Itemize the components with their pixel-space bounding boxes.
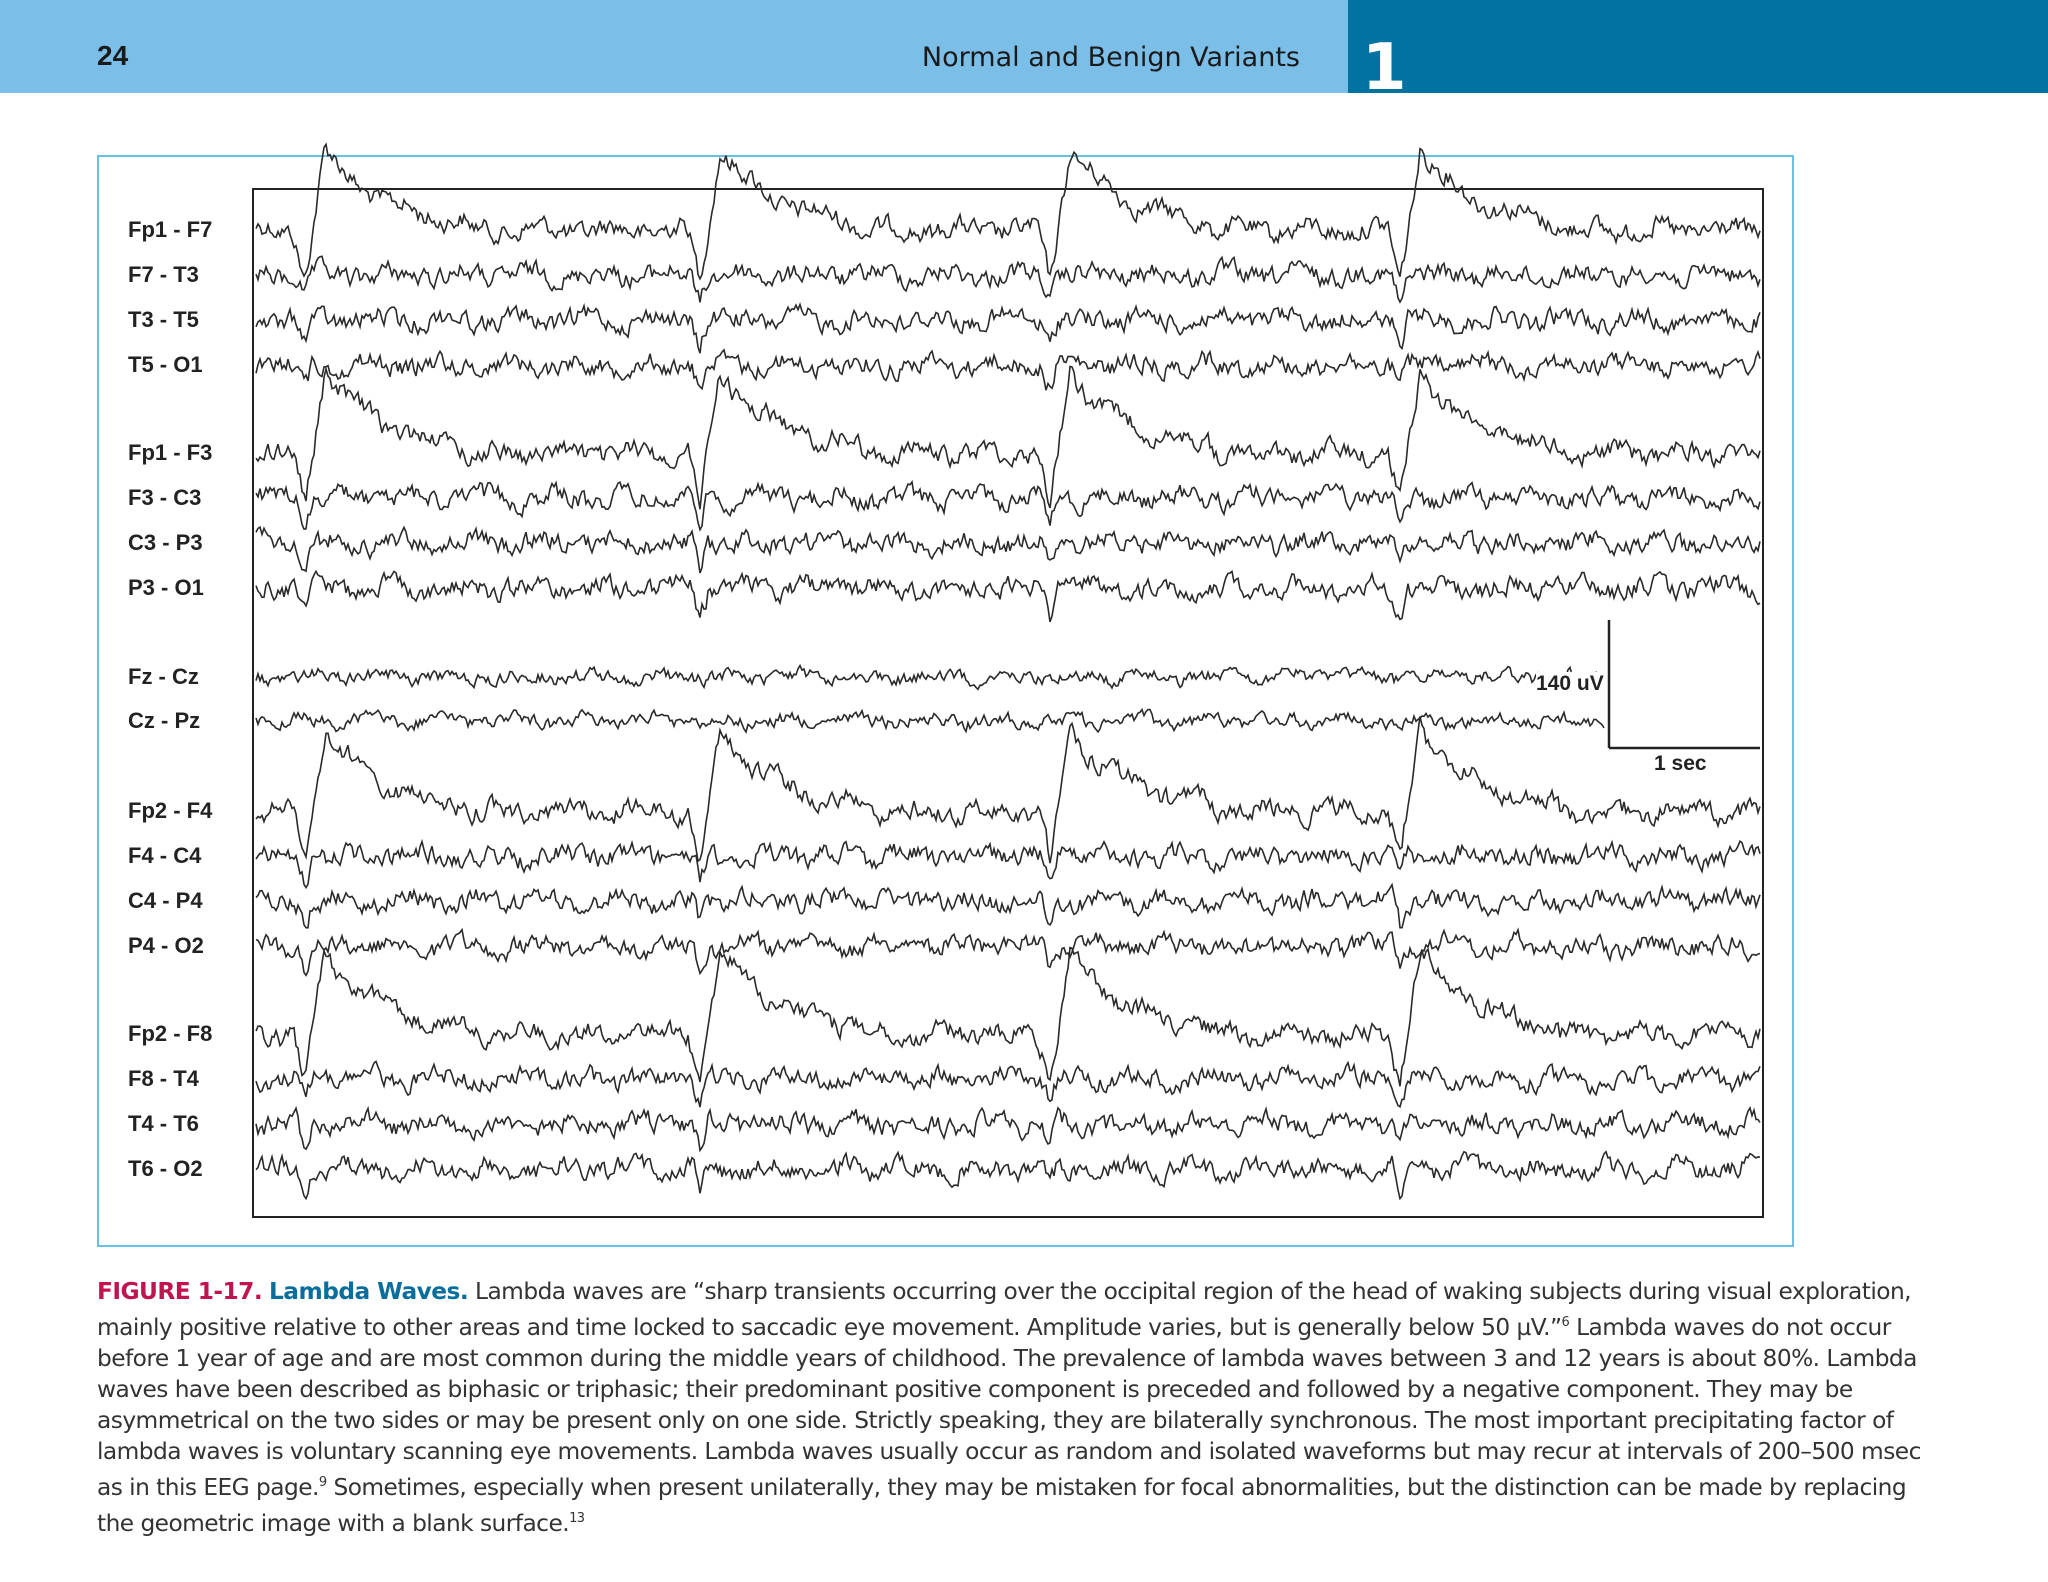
eeg-trace <box>256 367 1760 510</box>
channel-label: T4 - T6 <box>128 1111 199 1136</box>
eeg-trace <box>256 885 1760 928</box>
eeg-trace <box>256 666 1604 690</box>
eeg-trace <box>256 710 1604 732</box>
channel-label: C3 - P3 <box>128 530 203 555</box>
eeg-trace <box>256 144 1760 278</box>
caption-text-2: Lambda waves do not occur before 1 year of age and are most common during the middle years of childhood. The prevalence of lambda waves between 3 and 12 years is about 80%. Lambda waves have been described as biphasic or triphasic; their predominant positive component is preceded and followed by a negative component. They may be asymmetrical on the two sides or may be present only on one side. Strictly speaking, they are bilaterally synchronous. The most important precipitating factor of lambda waves is voluntary scanning eye movements. Lambda waves usually occur as random and isolated waveforms but may recur at intervals of 200–500 msec as in this EEG page. <box>97 1313 1921 1501</box>
channel-label: T3 - T5 <box>128 307 199 332</box>
eeg-trace <box>256 841 1760 887</box>
caption-text-1: Lambda waves are “sharp transients occurring over the occipital region of the head of waking subjects during visual exploration, mainly positive relative to other areas and time locked to saccadic eye movement. Amplitude varies, but is generally below 50 µV.” <box>97 1278 1912 1341</box>
eeg-trace <box>256 350 1760 390</box>
eeg-trace <box>256 1152 1760 1199</box>
citation-13: 13 <box>569 1510 585 1526</box>
eeg-trace <box>256 1061 1760 1107</box>
eeg-trace <box>256 305 1760 354</box>
channel-label: F8 - T4 <box>128 1066 199 1091</box>
channel-label: Fp1 - F7 <box>128 217 213 242</box>
citation-6: 6 <box>1561 1315 1570 1330</box>
eeg-trace <box>256 930 1760 976</box>
channel-label: C4 - P4 <box>128 888 203 913</box>
running-title: Normal and Benign Variants <box>921 42 1300 73</box>
eeg-trace <box>256 482 1760 530</box>
eeg-trace <box>256 1108 1760 1151</box>
channel-label: F7 - T3 <box>128 262 199 287</box>
channel-label: Fp2 - F4 <box>128 798 213 823</box>
channel-label: Cz - Pz <box>128 708 201 733</box>
channel-label: T6 - O2 <box>128 1156 203 1181</box>
citation-9: 9 <box>318 1474 327 1490</box>
channel-label: F4 - C4 <box>128 843 202 868</box>
figure-label: FIGURE 1-17. <box>97 1278 263 1305</box>
channel-label: Fp2 - F8 <box>128 1021 213 1046</box>
figure-title: Lambda Waves. <box>269 1278 469 1305</box>
channel-label: F3 - C3 <box>128 485 202 510</box>
eeg-trace <box>256 527 1760 573</box>
channel-label: P4 - O2 <box>128 933 204 958</box>
calibration-amplitude-label: 140 uV <box>1536 672 1604 695</box>
channel-label: T5 - O1 <box>128 352 203 377</box>
eeg-trace <box>256 256 1760 302</box>
eeg-trace <box>256 716 1760 863</box>
chapter-number: 1 <box>1362 31 1407 105</box>
channel-label: Fz - Cz <box>128 664 199 689</box>
channel-label: Fp1 - F3 <box>128 440 213 465</box>
calibration-time-label: 1 sec <box>1654 752 1707 775</box>
eeg-trace <box>256 571 1760 622</box>
eeg-trace <box>256 948 1760 1087</box>
figure-caption <box>97 1276 1927 1538</box>
caption-text-3: Sometimes, especially when present unilaterally, they may be mistaken for focal abnormalities, but the distinction can be made by replacing the geometric image with a blank surface. <box>97 1473 1907 1537</box>
page-number: 24 <box>97 40 129 71</box>
channel-label: P3 - O1 <box>128 575 204 600</box>
